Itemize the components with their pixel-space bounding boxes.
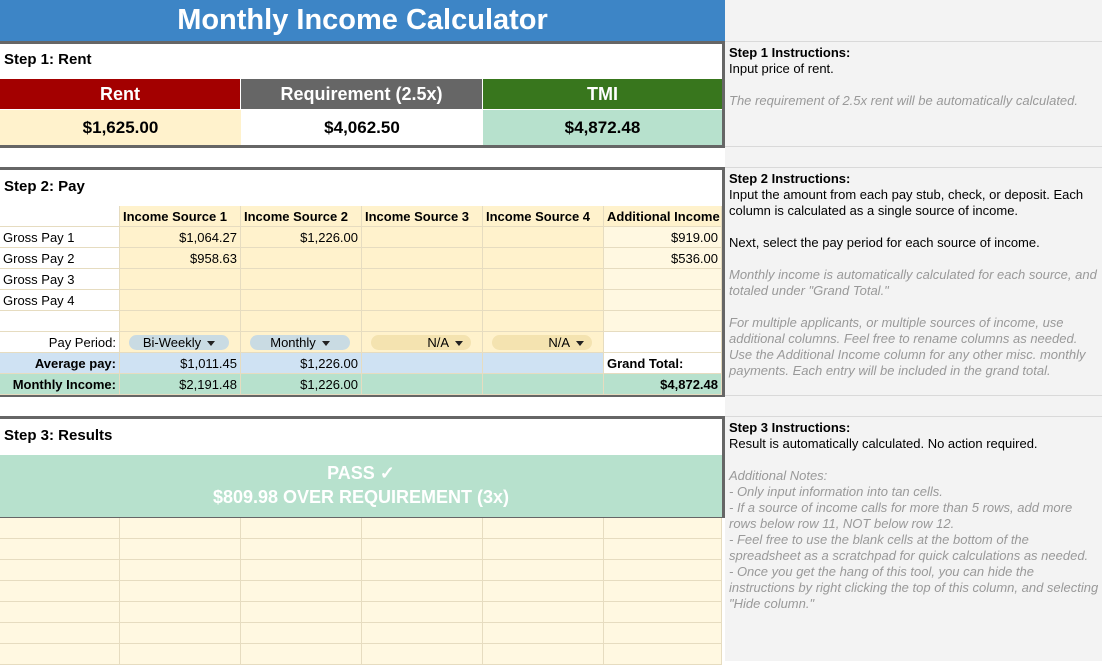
pay-period-dropdown[interactable] [129,335,229,350]
pay-period-value: N/A [548,335,570,350]
step2-heading: Step 2: Pay [4,178,85,195]
monthly-income-value: $2,191.48 [120,374,241,395]
pay-period-cell [362,332,483,353]
pay-period-dropdown[interactable] [371,335,471,350]
scratchpad-cell[interactable] [604,560,722,581]
step3-instructions-text: Result is automatically calculated. No action required. [729,436,1038,451]
scratchpad-cell[interactable] [0,539,120,560]
step2-instructions-heading: Step 2 Instructions: [729,171,851,186]
gross-pay-input[interactable] [241,290,362,311]
monthly-income-value [483,374,604,395]
scratchpad-cell[interactable] [0,560,120,581]
gross-pay-input[interactable] [362,248,483,269]
gross-pay-input[interactable] [362,290,483,311]
gross-pay-input[interactable] [483,248,604,269]
blank-cell [483,311,604,332]
scratchpad-cell[interactable] [241,623,362,644]
scratchpad-cell[interactable] [362,518,483,539]
scratchpad-cell[interactable] [241,644,362,665]
scratchpad-cell[interactable] [362,539,483,560]
pay-period-value: N/A [427,335,449,350]
gross-pay-input[interactable] [604,290,722,311]
scratchpad-cell[interactable] [241,581,362,602]
result-status: PASS ✓ [327,463,395,483]
scratchpad-cell[interactable] [241,539,362,560]
scratchpad-cell[interactable] [120,539,241,560]
pay-period-value: Bi-Weekly [142,335,202,350]
scratchpad-cell[interactable] [483,560,604,581]
gross-pay-input[interactable]: $1,064.27 [120,227,241,248]
step3-instructions-heading: Step 3 Instructions: [729,420,851,435]
scratchpad-cell[interactable] [483,623,604,644]
step2-instructions-line2: Next, select the pay period for each source of income. [729,235,1040,250]
column-header: Income Source 3 [362,206,483,227]
page-title: Monthly Income Calculator [0,0,725,41]
step2-instructions-line1: Input the amount from each pay stub, check, or deposit. Each column is calculated as a single source of income. [729,187,1084,218]
gross-pay-label: Gross Pay 2 [0,248,120,269]
scratchpad-cell[interactable] [483,602,604,623]
chevron-down-icon [322,341,330,346]
requirement-header: Requirement (2.5x) [241,79,482,109]
gross-pay-label: Gross Pay 1 [0,227,120,248]
gross-pay-input[interactable] [120,290,241,311]
requirement-value: $4,062.50 [241,110,484,145]
average-pay-value: $1,011.45 [120,353,241,374]
divider [725,395,1102,396]
scratchpad-cell[interactable] [483,518,604,539]
scratchpad-cell[interactable] [241,602,362,623]
monthly-income-label: Monthly Income: [0,374,120,395]
scratchpad-cell[interactable] [604,623,722,644]
scratchpad-cell[interactable] [241,518,362,539]
blank-cell [0,311,120,332]
divider [725,416,1102,417]
additional-note: - Feel free to use the blank cells at the bottom of the spreadsheet as a scratchpad for quick calculations as needed. [729,532,1089,563]
pay-period-dropdown[interactable] [492,335,592,350]
scratchpad-cell[interactable] [604,539,722,560]
grand-total-label: Grand Total: [604,353,722,374]
scratchpad-cell[interactable] [604,581,722,602]
result-banner [0,455,722,517]
rent-header: Rent [0,79,240,109]
additional-notes-heading: Additional Notes: [729,468,828,483]
additional-note: - Once you get the hang of this tool, you can hide the instructions by right clicking the top of this column, and selecting "Hide column." [729,564,1099,611]
column-header: Income Source 4 [483,206,604,227]
average-pay-value [483,353,604,374]
average-pay-value: $1,226.00 [241,353,362,374]
gross-pay-input[interactable]: $536.00 [604,248,722,269]
step1-instructions-heading: Step 1 Instructions: [729,45,851,60]
scratchpad-cell[interactable] [0,581,120,602]
scratchpad-cell[interactable] [120,623,241,644]
scratchpad-cell[interactable] [362,623,483,644]
column-header: Additional Income [604,206,722,227]
scratchpad-cell[interactable] [120,581,241,602]
blank-cell [120,311,241,332]
step1-instructions-note: The requirement of 2.5x rent will be automatically calculated. [729,93,1079,108]
scratchpad-cell[interactable] [604,602,722,623]
divider [725,167,1102,168]
gross-pay-input[interactable] [241,248,362,269]
scratchpad-cell[interactable] [0,518,120,539]
scratchpad-cell[interactable] [0,623,120,644]
gross-pay-input[interactable] [604,269,722,290]
step1-heading: Step 1: Rent [4,51,92,68]
average-pay-label: Average pay: [0,353,120,374]
gross-pay-label: Gross Pay 4 [0,290,120,311]
step1-instructions [729,45,1099,109]
scratchpad-cell[interactable] [362,644,483,665]
gross-pay-input[interactable] [483,227,604,248]
column-header: Income Source 2 [241,206,362,227]
blank-cell [0,206,120,227]
gross-pay-input[interactable] [362,269,483,290]
step2-instructions-note1: Monthly income is automatically calculated for each source, and totaled under "Grand Total." [729,267,1097,298]
gross-pay-input[interactable] [241,269,362,290]
column-header: Income Source 1 [120,206,241,227]
scratchpad-cell[interactable] [483,644,604,665]
scratchpad-cell[interactable] [604,518,722,539]
scratchpad-cell[interactable] [120,518,241,539]
gross-pay-input[interactable]: $1,226.00 [241,227,362,248]
monthly-income-value [362,374,483,395]
tmi-value: $4,872.48 [483,110,722,145]
monthly-income-value: $1,226.00 [241,374,362,395]
pay-period-label: Pay Period: [0,332,120,353]
scratchpad-cell[interactable] [241,560,362,581]
tmi-header: TMI [483,79,722,109]
scratchpad-cell[interactable] [120,602,241,623]
divider [725,146,1102,147]
step2-instructions-note2: For multiple applicants, or multiple sources of income, use additional columns. Feel free to rename columns as needed. Use the Additional Income column for any other misc. monthly payments. Each entry will be included in the grand total. [729,315,1086,378]
scratchpad-cell[interactable] [0,644,120,665]
grand-total-value: $4,872.48 [604,374,722,395]
scratchpad-cell[interactable] [120,644,241,665]
gross-pay-input[interactable] [362,227,483,248]
scratchpad-cell[interactable] [604,644,722,665]
step1-instructions-text: Input price of rent. [729,61,834,76]
scratchpad-cell[interactable] [120,560,241,581]
gross-pay-input[interactable] [483,269,604,290]
pay-period-value: Monthly [270,335,316,350]
scratchpad-cell[interactable] [362,560,483,581]
step2-instructions [729,171,1099,379]
gross-pay-label: Gross Pay 3 [0,269,120,290]
scratchpad-cell[interactable] [483,539,604,560]
blank-cell [604,311,722,332]
scratchpad-cell[interactable] [362,602,483,623]
step3-heading: Step 3: Results [4,427,113,444]
pay-period-cell [483,332,604,353]
blank-cell [362,311,483,332]
chevron-down-icon [576,341,584,346]
step3-instructions [729,420,1099,612]
blank-cell [604,332,722,353]
rent-input[interactable]: $1,625.00 [0,110,242,145]
pay-period-cell [120,332,241,353]
pay-period-cell [241,332,362,353]
result-detail: $809.98 OVER REQUIREMENT (3x) [212,487,510,507]
additional-note: - Only input information into tan cells. [729,484,943,499]
gross-pay-input[interactable] [483,290,604,311]
scratchpad-cell[interactable] [0,602,120,623]
average-pay-value [362,353,483,374]
gross-pay-input[interactable]: $919.00 [604,227,722,248]
scratchpad-cell[interactable] [362,581,483,602]
chevron-down-icon [207,341,215,346]
divider [725,41,1102,42]
pay-period-dropdown[interactable] [250,335,350,350]
scratchpad-cell[interactable] [483,581,604,602]
gross-pay-input[interactable]: $958.63 [120,248,241,269]
chevron-down-icon [455,341,463,346]
gross-pay-input[interactable] [120,269,241,290]
blank-cell [241,311,362,332]
additional-note: - If a source of income calls for more than 5 rows, add more rows below row 11, NOT below row 12. [729,500,1073,531]
